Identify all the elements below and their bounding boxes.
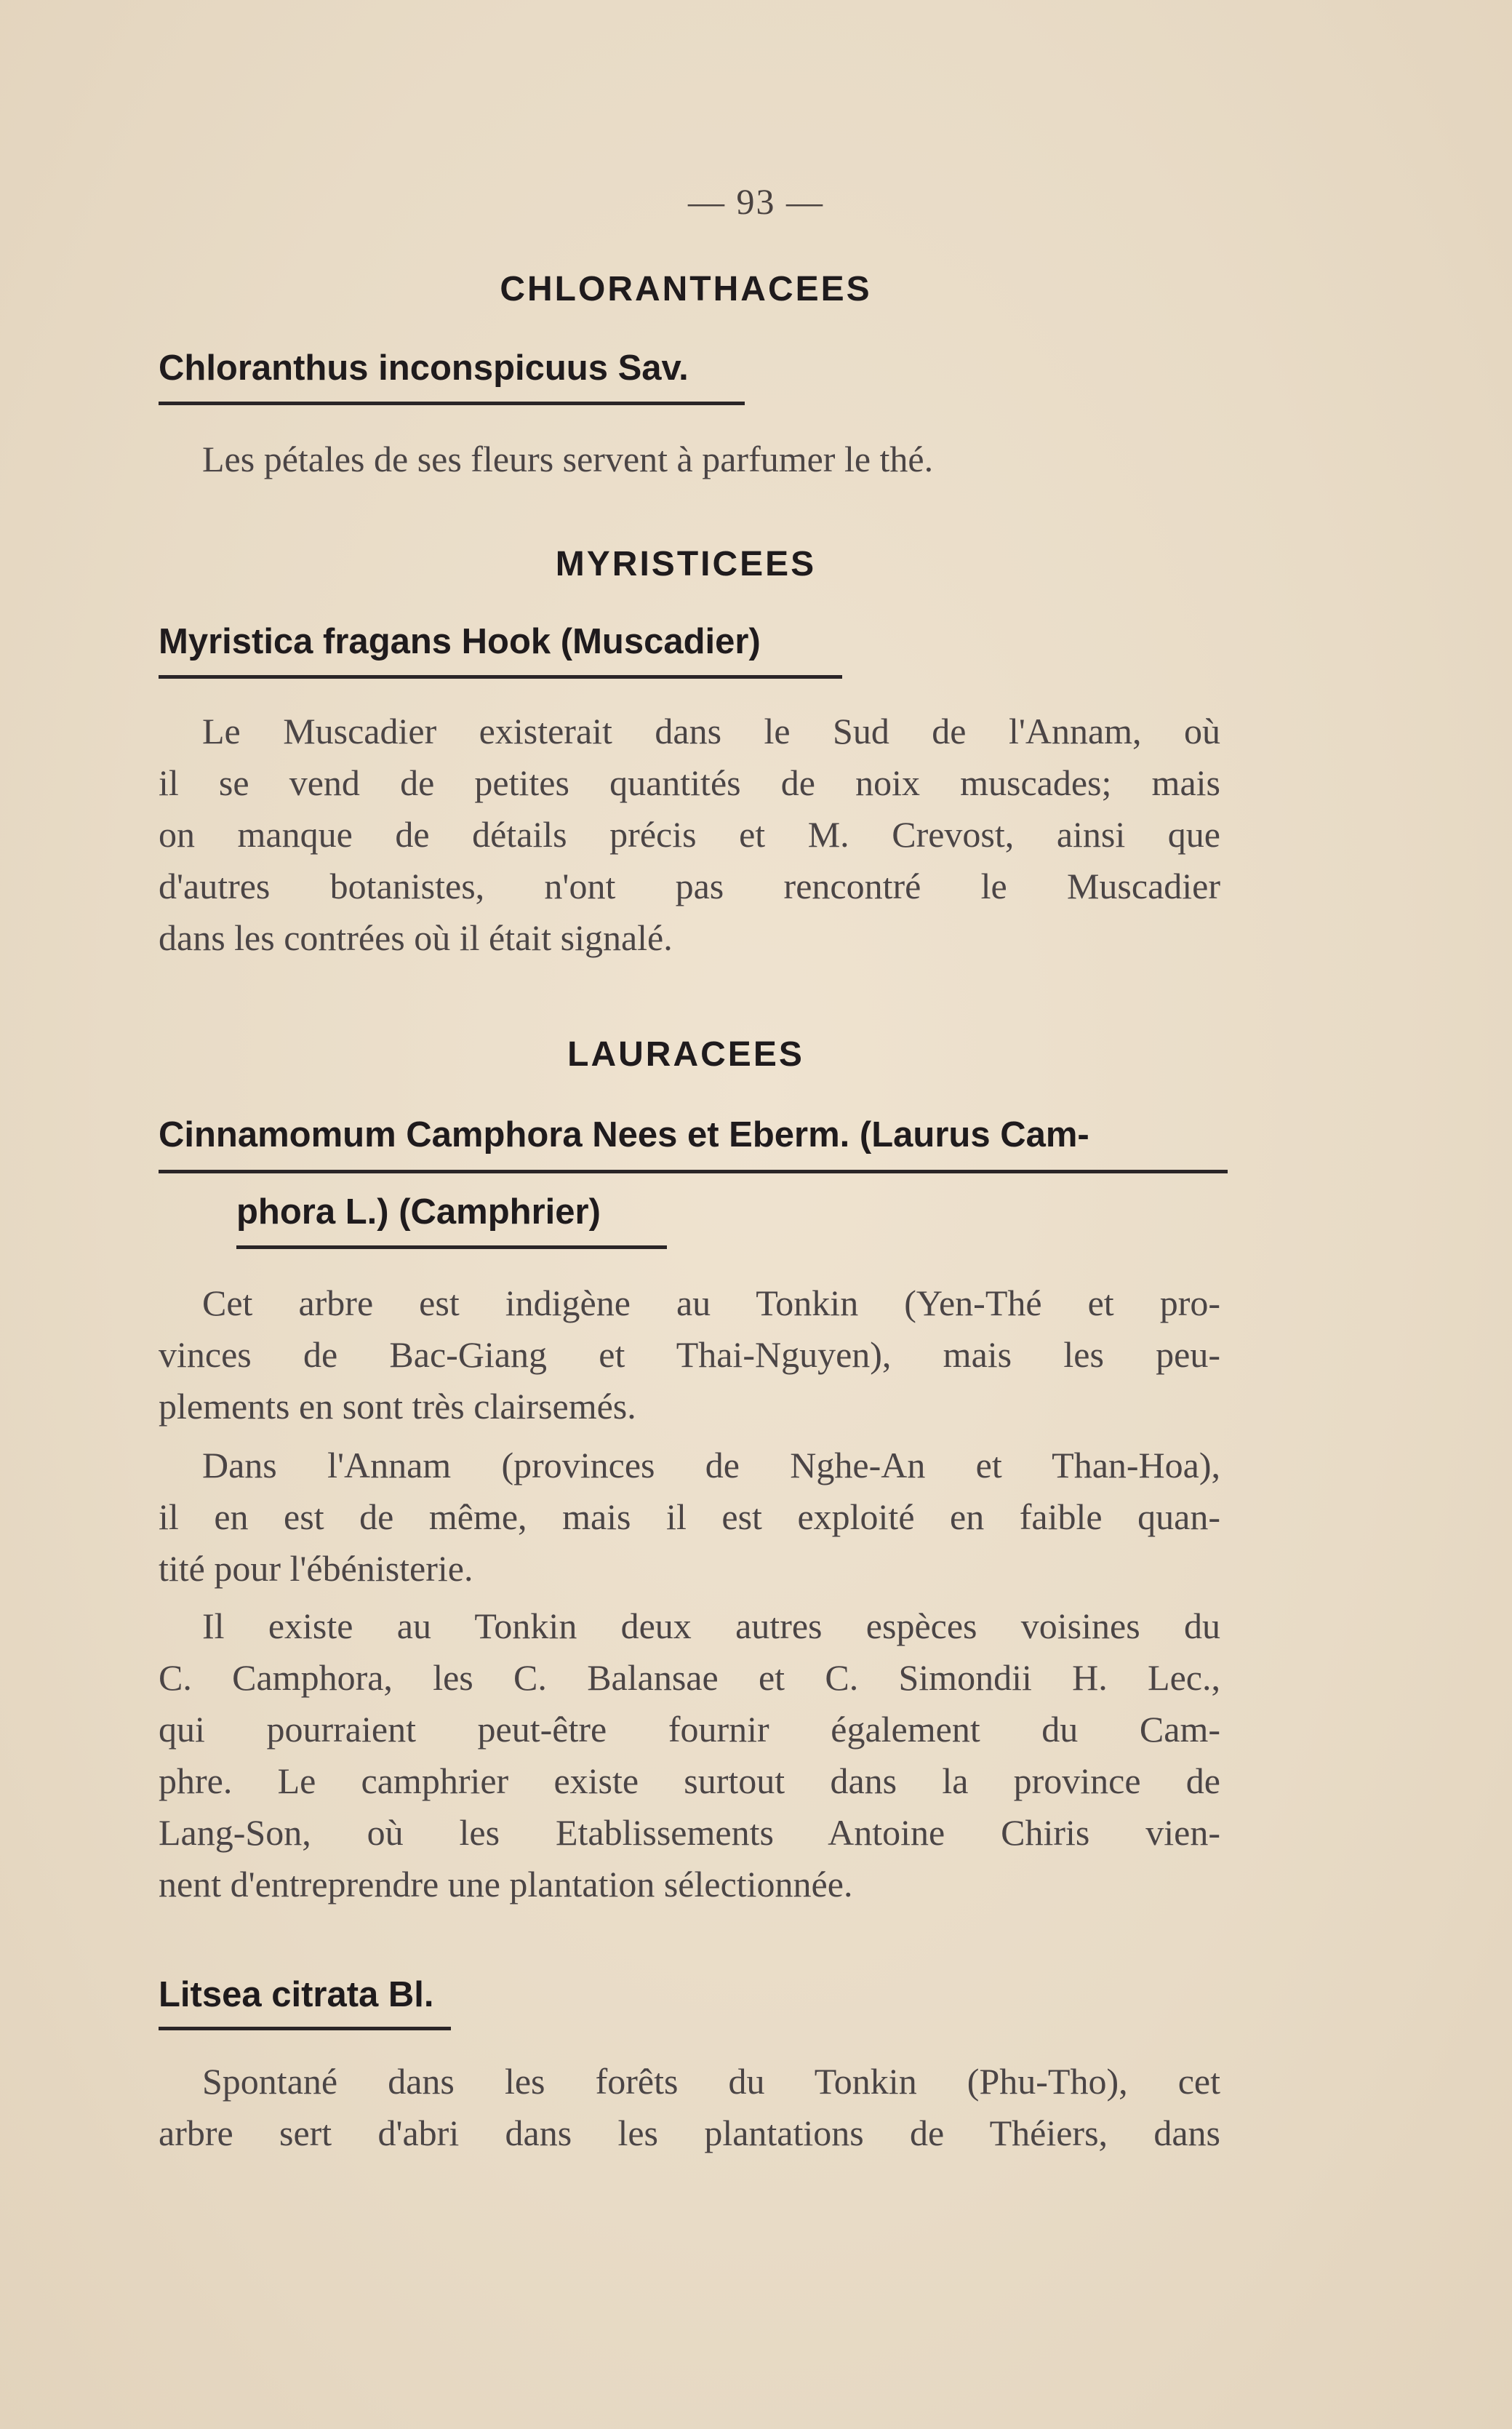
family-heading-myristicees: MYRISTICEES: [555, 545, 817, 583]
paragraph-cinnamomum-1: [159, 1277, 1220, 1432]
paragraph-litsea: [159, 2056, 1220, 2159]
species-heading-cinnamomum-cont: phora L.) (Camphrier): [236, 1192, 601, 1232]
text-line: plements en sont très clairsemés.: [159, 1386, 636, 1427]
heading-underline: [159, 675, 842, 679]
text-line: vinces de Bac-Giang et Thai-Nguyen), mais les peu-: [159, 1334, 1220, 1375]
text-line: Cet arbre est indigène au Tonkin (Yen-Thé et pro-: [202, 1283, 1220, 1323]
text-line: arbre sert d'abri dans les plantations de Théiers, dans: [159, 2113, 1220, 2153]
text-line: dans les contrées où il était signalé.: [159, 917, 673, 958]
paragraph-cinnamomum-3: [159, 1600, 1220, 1910]
heading-underline: [159, 402, 745, 405]
text-line: Les pétales de ses fleurs servent à parfumer le thé.: [202, 439, 934, 479]
family-heading-chloranthacees: CHLORANTHACEES: [500, 270, 872, 308]
text-line: nent d'entreprendre une plantation sélectionnée.: [159, 1864, 853, 1904]
family-heading-lauracees: LAURACEES: [567, 1035, 804, 1074]
text-line: phre. Le camphrier existe surtout dans la province de: [159, 1760, 1220, 1801]
species-heading-cinnamomum: Cinnamomum Camphora Nees et Eberm. (Laurus Cam-: [159, 1115, 1089, 1154]
text-line: d'autres botanistes, n'ont pas rencontré le Muscadier: [159, 866, 1220, 906]
species-heading-chloranthus: Chloranthus inconspicuus Sav.: [159, 348, 689, 388]
paragraph-cinnamomum-2: [159, 1440, 1220, 1595]
heading-underline: [236, 1245, 667, 1249]
text-line: on manque de détails précis et M. Crevost, ainsi que: [159, 814, 1220, 855]
text-line: Lang-Son, où les Etablissements Antoine Chiris vien-: [159, 1812, 1220, 1853]
page-number: — 93 —: [688, 181, 824, 222]
heading-underline: [159, 2027, 451, 2030]
paragraph-chloranthus: [159, 434, 1220, 485]
text-line: Le Muscadier existerait dans le Sud de l'Annam, où: [202, 711, 1220, 751]
text-line: Spontané dans les forêts du Tonkin (Phu-Tho), cet: [202, 2061, 1220, 2102]
text-line: il se vend de petites quantités de noix muscades; mais: [159, 762, 1220, 803]
text-line: Il existe au Tonkin deux autres espèces voisines du: [202, 1606, 1220, 1646]
text-line: il en est de même, mais il est exploité en faible quan-: [159, 1496, 1220, 1537]
species-heading-litsea: Litsea citrata Bl.: [159, 1975, 434, 2014]
text-line: tité pour l'ébénisterie.: [159, 1548, 473, 1589]
paragraph-myristica: [159, 706, 1220, 964]
text-line: C. Camphora, les C. Balansae et C. Simondii H. Lec.,: [159, 1657, 1220, 1698]
heading-underline: [159, 1170, 1228, 1173]
species-heading-myristica: Myristica fragans Hook (Muscadier): [159, 622, 761, 661]
text-line: Dans l'Annam (provinces de Nghe-An et Than-Hoa),: [202, 1445, 1220, 1485]
text-line: qui pourraient peut-être fournir également du Cam-: [159, 1709, 1220, 1750]
